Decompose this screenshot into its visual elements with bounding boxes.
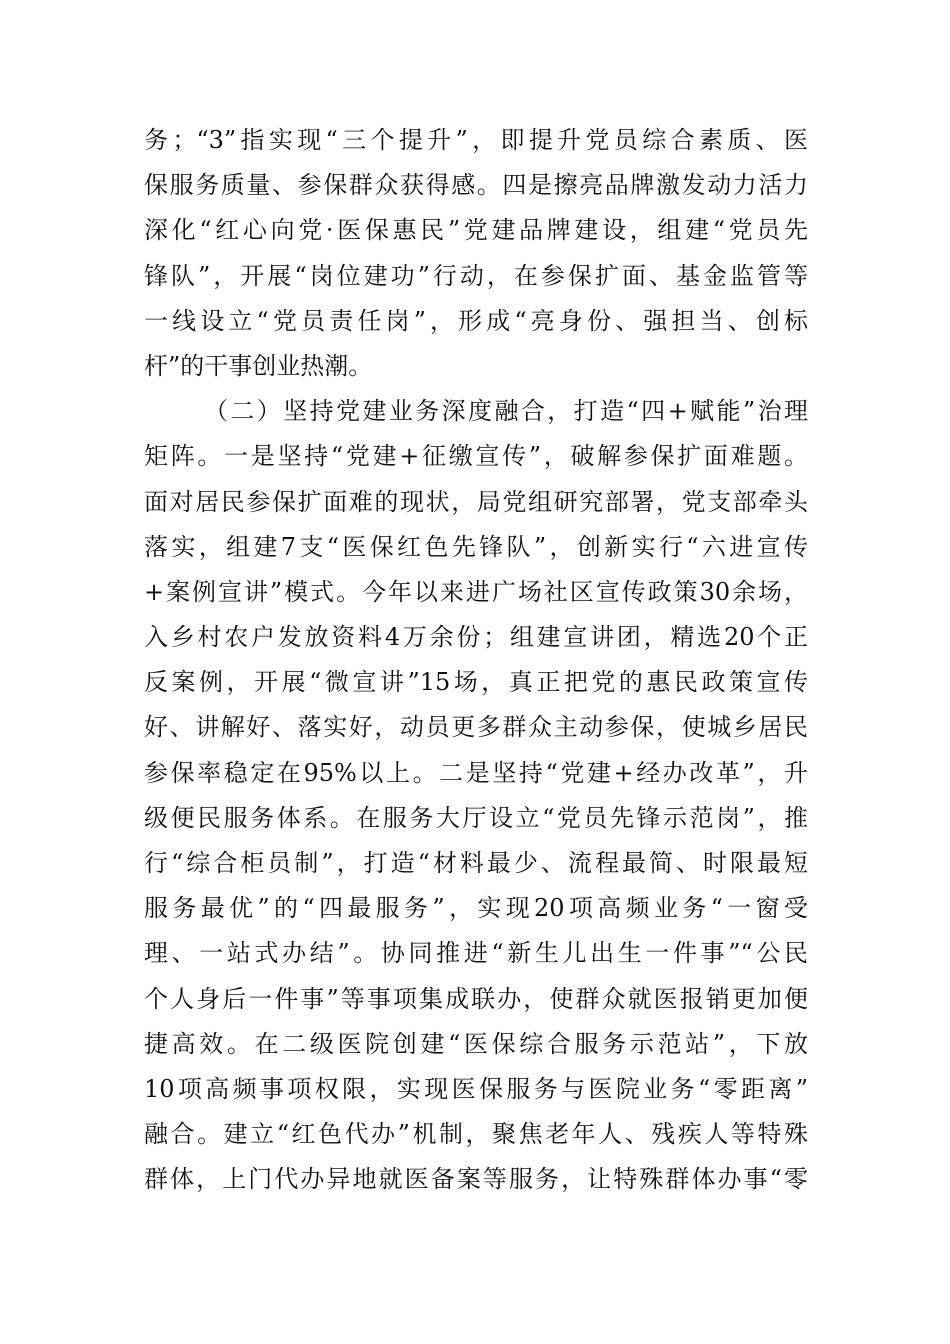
text-line: 群体，上门代办异地就医备案等服务，让特殊群体办事“零 (144, 1165, 808, 1194)
text-line: 好、讲解好、落实好，动员更多群众主动参保，使城乡居民 (144, 713, 808, 742)
paragraph-1 (144, 118, 808, 389)
text-line: 个人身后一件事”等事项集成联办，使群众就医报销更加便 (144, 984, 808, 1013)
text-line: 行“综合柜员制”，打造“材料最少、流程最简、时限最短 (144, 849, 808, 877)
text-line: 面对居民参保扩面难的现状，局党组研究部署，党支部牵头 (144, 487, 808, 516)
text-line: 融合。建立“红色代办”机制，聚焦老年人、残疾人等特殊 (144, 1120, 808, 1149)
text-line: 入乡村农户发放资料4万余份；组建宣讲团，精选20个正 (144, 623, 808, 652)
text-line: 一线设立“党员责任岗”，形成“亮身份、强担当、创标 (144, 306, 808, 335)
text-line: 矩阵。一是坚持“党建+征缴宣传”，破解参保扩面难题。 (144, 442, 808, 471)
text-line: +案例宣讲”模式。今年以来进广场社区宣传政策30余场， (144, 577, 808, 606)
text-line: 级便民服务体系。在服务大厅设立“党员先锋示范岗”，推 (144, 803, 808, 832)
text-line: 服务最优”的“四最服务”，实现20项高频业务“一窗受 (144, 894, 808, 923)
text-line: 锋队”，开展“岗位建功”行动，在参保扩面、基金监管等 (144, 261, 808, 290)
document-body (144, 118, 808, 1203)
text-line: 10项高频事项权限，实现医保服务与医院业务“零距离” (144, 1074, 808, 1103)
text-line: 捷高效。在二级医院创建“医保综合服务示范站”，下放 (144, 1029, 808, 1058)
text-line: 务；“3”指实现“三个提升”，即提升党员综合素质、医 (144, 126, 808, 154)
text-line: 理、一站式办结”。协同推进“新生儿出生一件事”“公民 (144, 939, 808, 968)
section-heading-line: （二）坚持党建业务深度融合，打造“四+赋能”治理 (204, 397, 808, 426)
text-line: 参保率稳定在95%以上。二是坚持“党建+经办改革”，升 (144, 758, 808, 787)
text-line: 反案例，开展“微宣讲”15场，真正把党的惠民政策宣传 (144, 668, 808, 697)
text-line: 保服务质量、参保群众获得感。四是擦亮品牌激发动力活力 (144, 171, 808, 200)
paragraph-2 (144, 389, 808, 1202)
text-line: 落实，组建7支“医保红色先锋队”，创新实行“六进宣传 (144, 532, 808, 561)
text-line: 杆”的干事创业热潮。 (144, 351, 373, 380)
text-line: 深化“红心向党·医保惠民”党建品牌建设，组建“党员先 (144, 216, 808, 245)
